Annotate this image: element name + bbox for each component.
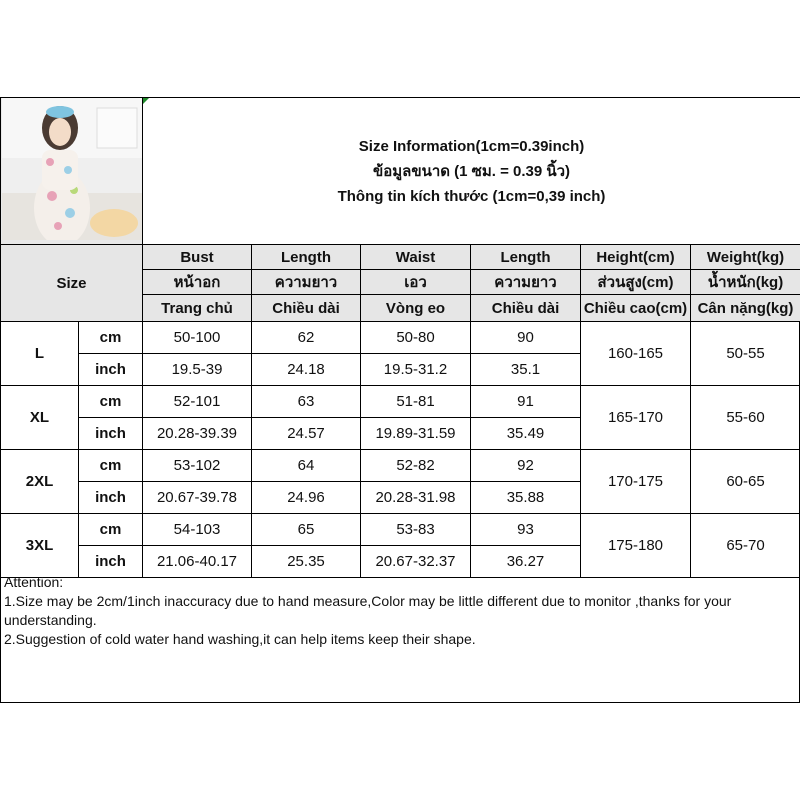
header-waist-vietnamese: Vòng eo: [361, 295, 471, 322]
attention-notes: [4, 573, 796, 649]
header-bust: Bust: [143, 245, 252, 270]
bust-inch-3xl: 21.06-40.17: [143, 546, 252, 578]
model-photo-illustration: [2, 98, 142, 240]
weight-l: 50-55: [691, 322, 800, 386]
length-inch-l: 24.18: [252, 354, 361, 386]
weight-3xl: 65-70: [691, 514, 800, 578]
size-header: Size: [1, 245, 143, 322]
size-label-l: L: [1, 322, 79, 386]
header-height-vietnamese: Chiều cao(cm): [581, 295, 691, 322]
bust-inch-l: 19.5-39: [143, 354, 252, 386]
waist-inch-2xl: 20.28-31.98: [361, 482, 471, 514]
header-length: Length: [252, 245, 361, 270]
weight-2xl: 60-65: [691, 450, 800, 514]
length2-inch-xl: 35.49: [471, 418, 581, 450]
notes-heading: Attention:: [4, 574, 64, 590]
title-english: Size Information(1cm=0.39inch): [358, 137, 585, 155]
header-length-2-vietnamese: Chiều dài: [471, 295, 581, 322]
height-3xl: 175-180: [581, 514, 691, 578]
note-measurement: 1.Size may be 2cm/1inch inaccuracy due to hand measure,Color may be little different due to monitor ,thanks for your understanding.: [4, 593, 732, 628]
length-cm-3xl: 65: [252, 514, 361, 546]
unit-cm: cm: [79, 386, 143, 418]
height-l: 160-165: [581, 322, 691, 386]
size-label-2xl: 2XL: [1, 450, 79, 514]
header-weight-thai: น้ำหนัก(kg): [691, 270, 800, 295]
header-length-2: Length: [471, 245, 581, 270]
header-weight-vietnamese: Cân nặng(kg): [691, 295, 800, 322]
waist-inch-l: 19.5-31.2: [361, 354, 471, 386]
unit-inch: inch: [79, 418, 143, 450]
length-cm-l: 62: [252, 322, 361, 354]
length-inch-2xl: 24.96: [252, 482, 361, 514]
header-height: Height(cm): [581, 245, 691, 270]
size-label-xl: XL: [1, 386, 79, 450]
waist-inch-3xl: 20.67-32.37: [361, 546, 471, 578]
bust-cm-xl: 52-101: [143, 386, 252, 418]
model-photo: [1, 98, 143, 245]
height-xl: 165-170: [581, 386, 691, 450]
title-thai: ข้อมูลขนาด (1 ซม. = 0.39 นิ้ว): [372, 162, 571, 180]
size-information-title: [143, 98, 800, 245]
unit-inch: inch: [79, 546, 143, 578]
size-label-3xl: 3XL: [1, 514, 79, 578]
header-length-thai: ความยาว: [252, 270, 361, 295]
weight-xl: 55-60: [691, 386, 800, 450]
waist-cm-2xl: 52-82: [361, 450, 471, 482]
bust-inch-2xl: 20.67-39.78: [143, 482, 252, 514]
length-inch-xl: 24.57: [252, 418, 361, 450]
bust-cm-2xl: 53-102: [143, 450, 252, 482]
header-waist-thai: เอว: [361, 270, 471, 295]
header-waist: Waist: [361, 245, 471, 270]
unit-cm: cm: [79, 514, 143, 546]
bust-cm-3xl: 54-103: [143, 514, 252, 546]
length2-cm-2xl: 92: [471, 450, 581, 482]
unit-cm: cm: [79, 322, 143, 354]
length2-cm-l: 90: [471, 322, 581, 354]
unit-inch: inch: [79, 482, 143, 514]
waist-inch-xl: 19.89-31.59: [361, 418, 471, 450]
unit-cm: cm: [79, 450, 143, 482]
length2-inch-3xl: 36.27: [471, 546, 581, 578]
bust-inch-xl: 20.28-39.39: [143, 418, 252, 450]
length-inch-3xl: 25.35: [252, 546, 361, 578]
length2-cm-xl: 91: [471, 386, 581, 418]
length-cm-2xl: 64: [252, 450, 361, 482]
header-bust-vietnamese: Trang chủ: [143, 295, 252, 322]
header-weight: Weight(kg): [691, 245, 800, 270]
waist-cm-l: 50-80: [361, 322, 471, 354]
length2-cm-3xl: 93: [471, 514, 581, 546]
length-cm-xl: 63: [252, 386, 361, 418]
length2-inch-l: 35.1: [471, 354, 581, 386]
waist-cm-3xl: 53-83: [361, 514, 471, 546]
bust-cm-l: 50-100: [143, 322, 252, 354]
length2-inch-2xl: 35.88: [471, 482, 581, 514]
unit-inch: inch: [79, 354, 143, 386]
header-length-vietnamese: Chiều dài: [252, 295, 361, 322]
header-height-thai: ส่วนสูง(cm): [581, 270, 691, 295]
waist-cm-xl: 51-81: [361, 386, 471, 418]
note-washing: 2.Suggestion of cold water hand washing,it can help items keep their shape.: [4, 631, 476, 647]
height-2xl: 170-175: [581, 450, 691, 514]
corner-marker: [143, 98, 149, 104]
title-vietnamese: Thông tin kích thước (1cm=0,39 inch): [337, 187, 606, 205]
header-bust-thai: หน้าอก: [143, 270, 252, 295]
size-chart-table: [0, 97, 800, 578]
header-length-2-thai: ความยาว: [471, 270, 581, 295]
